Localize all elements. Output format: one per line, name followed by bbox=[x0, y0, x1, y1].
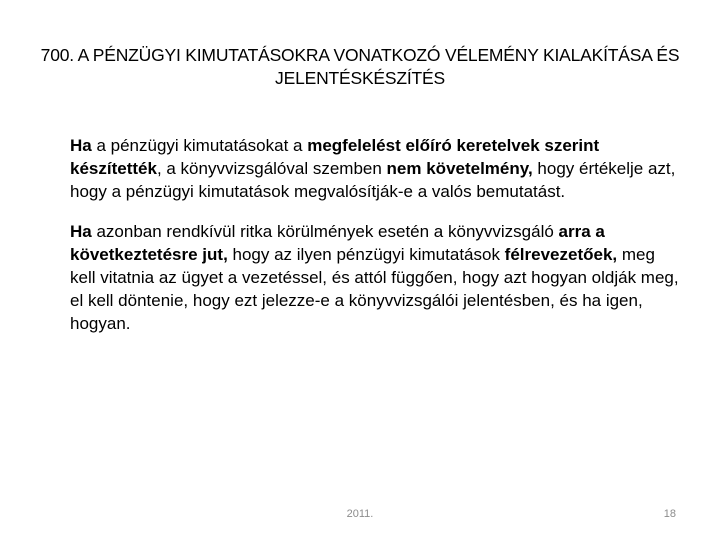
p2-bold-conclusion: arra a következtetésre jut, bbox=[70, 222, 605, 264]
p2-bold-misleading: félrevezetőek, bbox=[504, 245, 618, 264]
paragraph-2 bbox=[70, 220, 682, 335]
p1-text-c: hogy értékelje azt, hogy a pénzügyi kimutatások megvalósítják-e a valós bemutatást. bbox=[70, 159, 676, 201]
p2-text-a: azonban rendkívül ritka körülmények esetén a könyvvizsgáló bbox=[91, 222, 559, 241]
footer-year: 2011. bbox=[346, 508, 374, 520]
title-line-1: 700. A PÉNZÜGYI KIMUTATÁSOKRA VONATKOZÓ VÉLEMÉNY KIALAKÍTÁSA ÉS bbox=[40, 45, 680, 65]
p1-bold-framework: megfelelést előíró keretelvek szerint készítették bbox=[70, 136, 600, 178]
title-line-2: JELENTÉSKÉSZÍTÉS bbox=[275, 68, 445, 88]
slide-body bbox=[70, 134, 682, 352]
paragraph-1 bbox=[70, 134, 682, 203]
p1-bold-ha: Ha bbox=[70, 136, 92, 155]
p2-text-c: meg kell vitatnia az ügyet a vezetéssel, és attól függően, hogy azt hogyan oldják meg, el kell döntenie, hogy ezt jelezze-e a könyvvizsgálói jelentésben, és ha igen, hogyan. bbox=[70, 245, 679, 333]
p1-text-a: a pénzügyi kimutatásokat a bbox=[91, 136, 308, 155]
slide-title bbox=[30, 44, 690, 90]
p1-text-b: , a könyvvizsgálóval szemben bbox=[156, 159, 387, 178]
p2-text-b: hogy az ilyen pénzügyi kimutatások bbox=[227, 245, 505, 264]
page-number: 18 bbox=[663, 508, 676, 520]
p2-bold-ha: Ha bbox=[70, 222, 92, 241]
p1-bold-not-required: nem követelmény, bbox=[386, 159, 533, 178]
